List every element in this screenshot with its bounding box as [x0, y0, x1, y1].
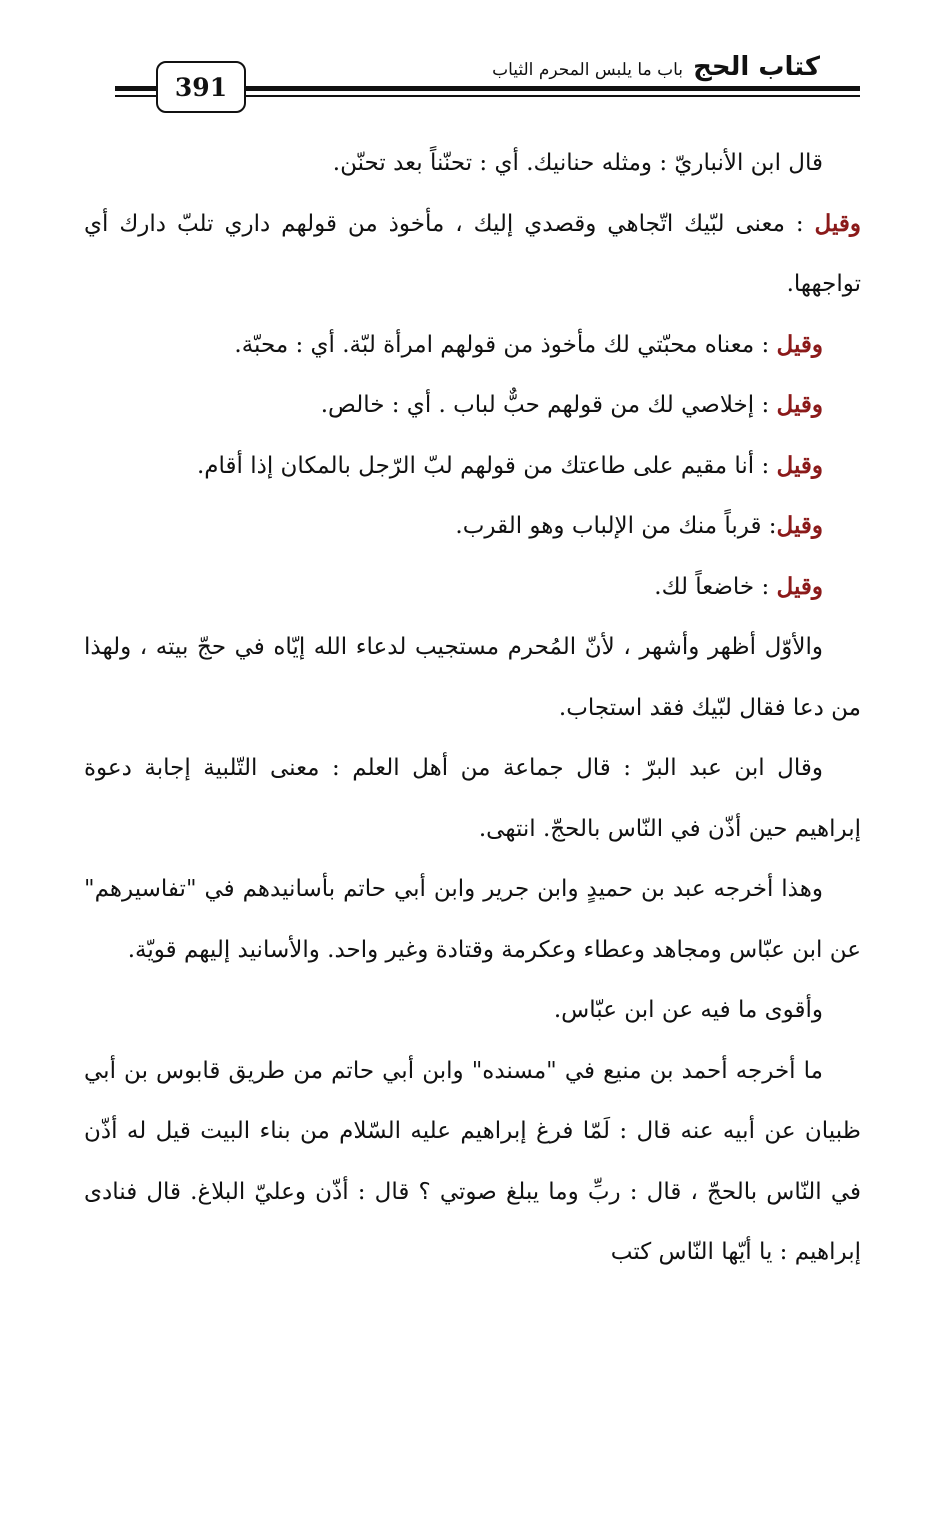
paragraph-text: : أنا مقيم على طاعتك من قولهم لبّ الرّجل بالمكان إذا أقام.	[196, 452, 777, 479]
chapter-title: باب ما يلبس المحرم الثياب	[492, 60, 683, 80]
page-header	[0, 0, 945, 130]
paragraph	[84, 617, 861, 738]
paragraph	[84, 436, 861, 497]
paragraph-keyword: وقيل	[776, 512, 823, 539]
paragraph-text: قال ابن الأنباريّ : ومثله حنانيك. أي : تحنّناً بعد تحنّن.	[332, 150, 823, 176]
paragraph-text: : معنى لبّيك اتّجاهي وقصدي إليك ، مأخوذ من قولهم داري تلبّ دارك أي تواجهها.	[84, 210, 861, 297]
page-number: 391	[156, 61, 246, 113]
paragraph-keyword: وقيل	[776, 391, 823, 418]
paragraph-text: ما أخرجه أحمد بن منيع في "مسنده" وابن أبي حاتم من طريق قابوس بن أبي ظبيان عن أبيه عنه قال : لَمّا فرغ إبراهيم عليه السّلام من بناء البيت قيل له أذّن في النّاس بالحجّ ، قال : ربِّ وما يبلغ صوتي ؟ قال : أذّن وعليّ البلاغ. قال فنادى إبراهيم : يا أيّها النّاس كتب	[84, 1057, 861, 1265]
paragraph-text: : إخلاصي لك من قولهم حبٌّ لباب . أي : خالص.	[320, 392, 777, 418]
paragraph	[84, 859, 861, 980]
paragraph	[84, 557, 861, 618]
paragraph	[84, 194, 861, 315]
paragraph-keyword: وقيل	[776, 572, 823, 600]
page-body	[84, 133, 861, 1283]
paragraph-text: : معناه محبّتي لك مأخوذ من قولهم امرأة لبّة. أي : محبّة.	[234, 331, 777, 358]
paragraph-text: وأقوى ما فيه عن ابن عبّاس.	[553, 997, 823, 1023]
paragraph	[84, 980, 861, 1041]
paragraph	[84, 496, 861, 557]
paragraph	[84, 315, 861, 376]
paragraph-text: : خاضعاً لك.	[654, 573, 777, 600]
paragraph-text: وقال ابن عبد البرّ : قال جماعة من أهل العلم : معنى التّلبية إجابة دعوة إبراهيم حين أذّن في النّاس بالحجّ. انتهى.	[84, 755, 861, 842]
paragraph	[84, 1041, 861, 1283]
paragraph-keyword: وقيل	[814, 209, 861, 237]
paragraph-text: : قرباً منك من الإلباب وهو القرب.	[455, 513, 777, 539]
paragraph-text: والأوّل أظهر وأشهر ، لأنّ المُحرم مستجيب لدعاء الله إيّاه في حجّ بيته ، ولهذا من دعا فقال لبّيك فقد استجاب.	[84, 634, 861, 721]
paragraph	[84, 738, 861, 859]
paragraph-keyword: وقيل	[776, 451, 823, 479]
paragraph-text: وهذا أخرجه عبد بن حميدٍ وابن جرير وابن أبي حاتم بأسانيدهم في "تفاسيرهم" عن ابن عبّاس ومجاهد وعطاء وعكرمة وقتادة وغير واحد. والأسانيد إليهم قويّة.	[84, 876, 861, 963]
paragraph	[84, 133, 861, 194]
paragraph	[84, 375, 861, 436]
book-title: كتاب الحج	[693, 52, 820, 82]
paragraph-keyword: وقيل	[776, 330, 823, 358]
